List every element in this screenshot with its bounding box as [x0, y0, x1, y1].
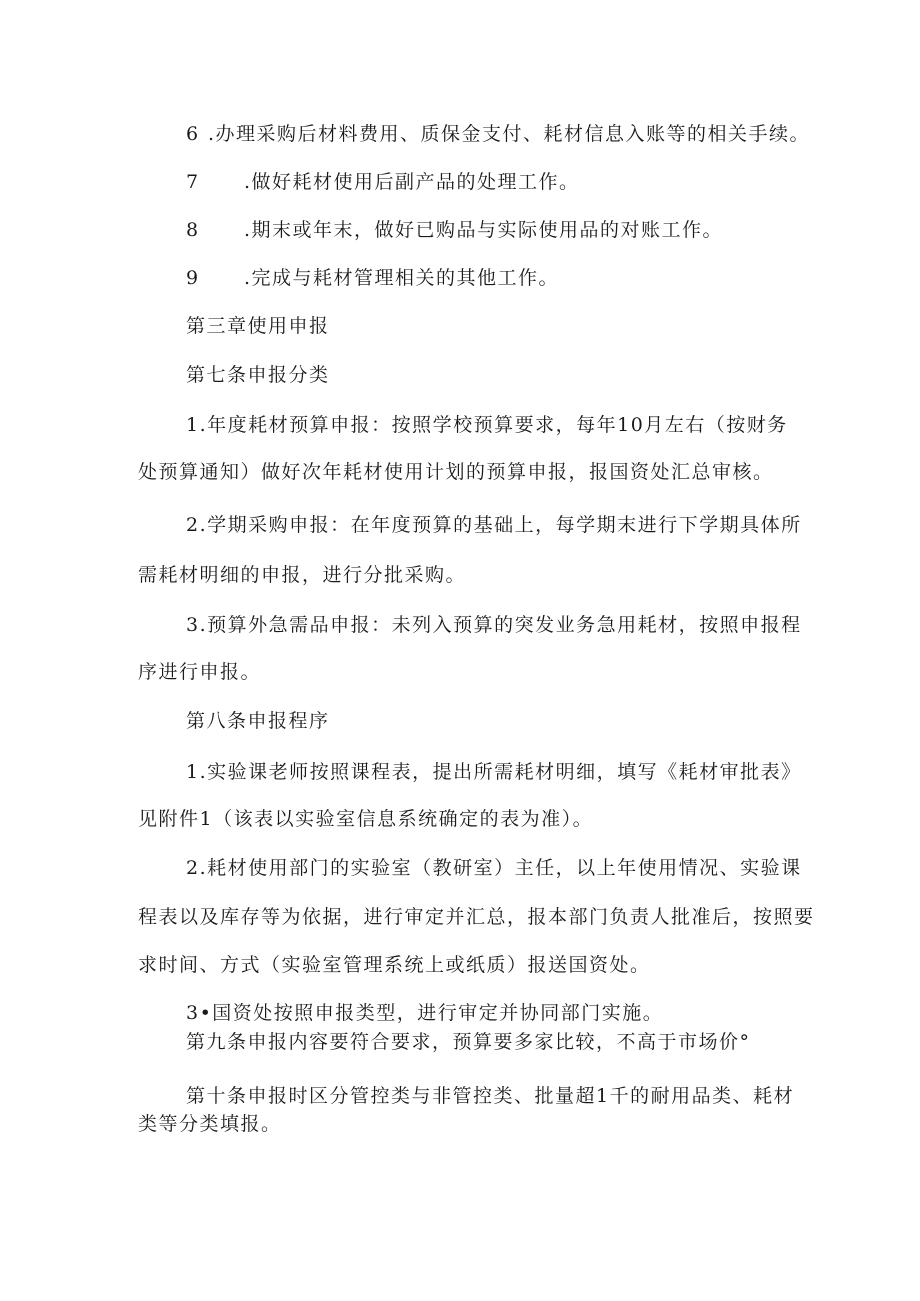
duty-item-text: .完成与耗材管理相关的其他工作。	[244, 267, 560, 289]
article-7-item-2-line-1: 2.学期采购申报：在年度预算的基础上，每学期末进行下学期具体所	[186, 514, 802, 536]
chapter-heading: 第三章使用申报	[186, 315, 330, 337]
duty-item-text: .做好耗材使用后副产品的处理工作。	[244, 171, 580, 193]
duty-item-7	[186, 169, 580, 195]
article-8-item-3-line-1: 3•国资处按照申报类型，进行审定并协同部门实施。	[186, 1002, 664, 1024]
duty-item-number: 8	[186, 219, 200, 241]
article-10-line-2: 类等分类填报。	[138, 1113, 282, 1135]
duty-item-number: 9	[186, 267, 200, 289]
duty-item-text: .办理采购后材料费用、质保金支付、耗材信息入账等的相关手续。	[208, 123, 811, 145]
article-8-item-2-line-3: 求时间、方式（实验室管理系统上或纸质）报送国资处。	[138, 954, 651, 976]
article-7-item-1-line-2: 处预算通知）做好次年耗材使用计划的预算申报，报国资处汇总审核。	[138, 461, 774, 483]
article-8-heading: 第八条申报程序	[186, 710, 330, 732]
duty-item-number: 6	[186, 123, 200, 145]
article-7-item-3-line-1: 3.预算外急需品申报：未列入预算的突发业务急用耗材，按照申报程	[186, 614, 802, 636]
article-8-item-2-line-2: 程表以及库存等为依据，进行审定并汇总，报本部门负责人批准后，按照要	[138, 906, 815, 928]
article-7-heading: 第七条申报分类	[186, 364, 330, 386]
article-7-item-1-line-1: 1.年度耗材预算申报：按照学校预算要求，每年10月左右（按财务	[186, 414, 788, 436]
article-8-item-1-line-2: 见附件1（该表以实验室信息系统确定的表为准）。	[138, 808, 594, 830]
article-8-item-2-line-1: 2.耗材使用部门的实验室（教研室）主任，以上年使用情况、实验课	[186, 857, 802, 879]
article-8-item-1-line-1: 1.实验课老师按照课程表，提出所需耗材明细，填写《耗材审批表》	[186, 761, 802, 783]
article-10-line-1: 第十条申报时区分管控类与非管控类、批量超1千的耐用品类、耗材	[186, 1085, 795, 1107]
article-7-item-3-line-2: 序进行申报。	[138, 661, 262, 683]
article-7-item-2-line-2: 需耗材明细的申报，进行分批采购。	[138, 564, 467, 586]
duty-item-number: 7	[186, 171, 200, 193]
duty-item-text: .期末或年末，做好已购品与实际使用品的对账工作。	[244, 219, 724, 241]
duty-item-8	[186, 217, 723, 243]
duty-item-9	[186, 265, 559, 291]
article-9: 第九条申报内容要符合要求，预算要多家比较，不高于市场价°	[186, 1031, 751, 1053]
duty-item-6	[186, 121, 810, 147]
